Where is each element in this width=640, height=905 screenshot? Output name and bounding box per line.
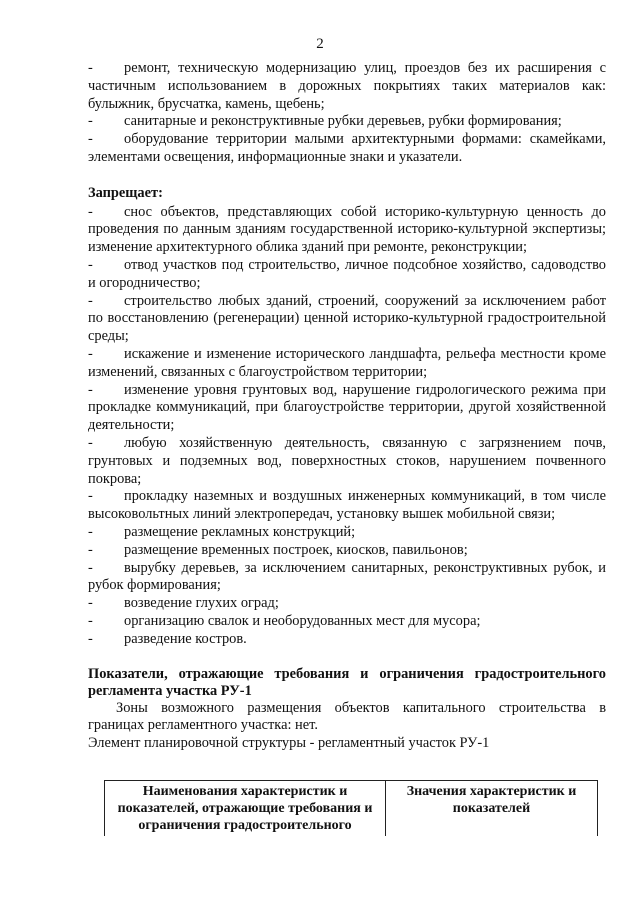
list-item [88,631,606,649]
list-item-text: организацию свалок и необорудованных мест для мусора; [124,612,481,629]
list-item [88,204,606,257]
permitted-works-list [88,60,606,167]
bullet-dash: - [88,113,93,130]
bullet-dash: - [88,630,93,647]
prohibits-title: Запрещает: [88,184,163,201]
list-item-text: ремонт, техническую модернизацию улиц, проездов без их расширения с частичным использованием в дорожных покрытиях таких материалов как: булыжник, брусчатка, камень, щебень; [88,60,606,112]
list-item [88,613,606,631]
list-item [88,60,606,113]
bullet-dash: - [88,595,93,612]
table-header-row [105,781,598,837]
list-item [88,257,606,293]
list-item [88,293,606,346]
list-item-text: разведение костров. [124,630,247,647]
list-item-text: любую хозяйственную деятельность, связанную с загрязнением почв, грунтовых и подземных вод, поверхностных стоков, нарушением почвенного покрова; [88,434,606,487]
list-item [88,113,606,131]
bullet-dash: - [88,541,93,558]
list-item-text: строительство любых зданий, строений, сооружений за исключением работ по восстановлению (регенерации) ценной историко-культурной градостроительной среды; [88,292,606,345]
bullet-dash: - [88,60,93,76]
list-item-text: оборудование территории малыми архитектурными формами: скамейками, элементами освещения, информационные знаки и указатели. [88,131,606,165]
list-item-text: прокладку наземных и воздушных инженерных коммуникаций, в том числе высоковольтных линий электропередач, установку вышек мобильной связи; [88,488,606,523]
list-item-text: снос объектов, представляющих собой историко-культурную ценность до проведения по данным зданиям государственной историко-культурной экспертизы; изменение архитектурного облика зданий при ремонте, реконструкции; [88,203,606,256]
planning-element-paragraph: Элемент планировочной структуры - регламентный участок РУ-1 [88,735,490,752]
list-item-text: искажение и изменение исторического ландшафта, рельефа местности кроме изменений, связанных с благоустройством территории; [88,345,606,380]
bullet-dash: - [88,434,93,451]
list-item [88,488,606,524]
bullet-dash: - [88,292,93,309]
page-number: 2 [316,36,324,52]
list-item-text: изменение уровня грунтовых вод, нарушение гидрологического режима при прокладке коммуникаций, при благоустройстве территории, другой хозяйственной деятельности; [88,381,606,434]
table-header-characteristics: Наименования характеристик и показателей, отражающие требования и ограничения градостроительного [105,781,386,837]
bullet-dash: - [88,612,93,629]
prohibited-works-list [88,204,606,649]
bullet-dash: - [88,256,93,273]
list-item-text: размещение рекламных конструкций; [124,523,356,540]
bullet-dash: - [88,131,93,148]
list-item [88,346,606,382]
indicators-heading: Показатели, отражающие требования и ограничения градостроительного регламента участка РУ-1 [88,665,606,699]
bullet-dash: - [88,203,93,220]
table-header-values: Значения характеристик и показателей [386,781,598,837]
list-item [88,542,606,560]
list-item [88,560,606,596]
list-item-text: отвод участков под строительство, личное подсобное хозяйство, садоводство и огородничество; [88,256,606,291]
list-item [88,382,606,435]
list-item-text: санитарные и реконструктивные рубки деревьев, рубки формирования; [124,113,562,130]
document-body [88,60,606,753]
bullet-dash: - [88,345,93,362]
bullet-dash: - [88,488,93,505]
list-item [88,524,606,542]
list-item-text: вырубку деревьев, за исключением санитарных, реконструктивных рубок, и рубок формирования; [88,559,606,594]
indicators-table [104,780,598,836]
list-item-text: размещение временных построек, киосков, павильонов; [124,541,468,558]
bullet-dash: - [88,559,93,576]
zones-paragraph: Зоны возможного размещения объектов капитального строительства в границах регламентного участка: нет. [88,699,606,734]
bullet-dash: - [88,523,93,540]
list-item-text: возведение глухих оград; [124,595,279,612]
list-item [88,435,606,488]
list-item [88,595,606,613]
list-item [88,131,606,167]
bullet-dash: - [88,381,93,398]
